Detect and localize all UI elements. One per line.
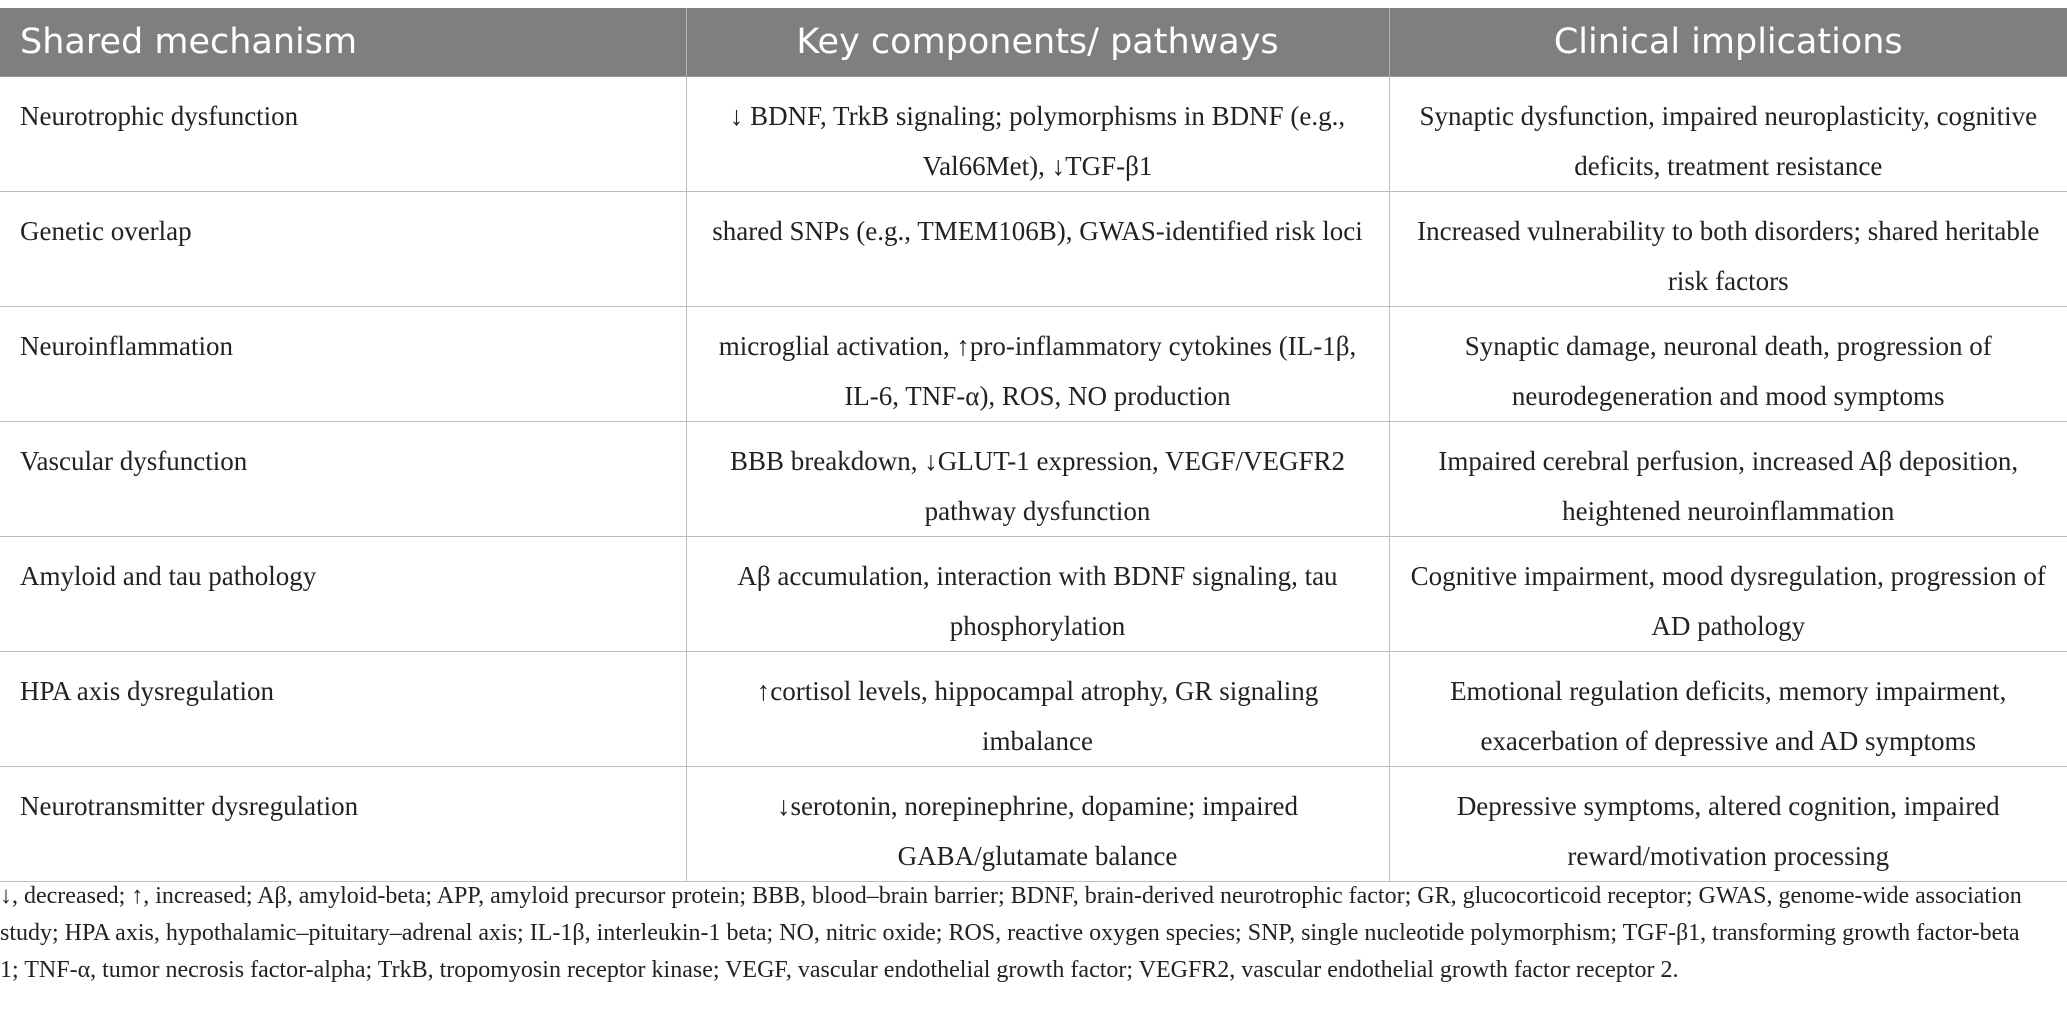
cell-implications: Cognitive impairment, mood dysregulation, progression of AD pathology bbox=[1389, 536, 2067, 651]
cell-implications: Depressive symptoms, altered cognition, impaired reward/motivation processing bbox=[1389, 766, 2067, 881]
cell-components: shared SNPs (e.g., TMEM106B), GWAS-identified risk loci bbox=[686, 191, 1389, 306]
table-row bbox=[0, 651, 2067, 766]
cell-components: ↓serotonin, norepinephrine, dopamine; impaired GABA/glutamate balance bbox=[686, 766, 1389, 881]
cell-implications: Emotional regulation deficits, memory impairment, exacerbation of depressive and AD symptoms bbox=[1389, 651, 2067, 766]
cell-implications: Increased vulnerability to both disorders; shared heritable risk factors bbox=[1389, 191, 2067, 306]
table-footnote: ↓, decreased; ↑, increased; Aβ, amyloid-beta; APP, amyloid precursor protein; BBB, blood–brain barrier; BDNF, brain-derived neurotrophic factor; GR, glucocorticoid receptor; GWAS, genome-wide association study; HPA axis, hypothalamic–pituitary–adrenal axis; IL-1β, interleukin-1 beta; NO, nitric oxide; ROS, reactive oxygen species; SNP, single nucleotide polymorphism; TGF-β1, transforming growth factor-beta 1; TNF-α, tumor necrosis factor-alpha; TrkB, tropomyosin receptor kinase; VEGF, vascular endothelial growth factor; VEGFR2, vascular endothelial growth factor receptor 2. bbox=[0, 883, 2022, 983]
mechanisms-table-container bbox=[0, 8, 2067, 882]
cell-mechanism: Genetic overlap bbox=[0, 191, 686, 306]
cell-components: BBB breakdown, ↓GLUT-1 expression, VEGF/VEGFR2 pathway dysfunction bbox=[686, 421, 1389, 536]
table-body bbox=[0, 76, 2067, 881]
cell-mechanism: Neuroinflammation bbox=[0, 306, 686, 421]
table-row bbox=[0, 421, 2067, 536]
cell-mechanism: Amyloid and tau pathology bbox=[0, 536, 686, 651]
cell-components: ↓ BDNF, TrkB signaling; polymorphisms in BDNF (e.g., Val66Met), ↓TGF-β1 bbox=[686, 76, 1389, 191]
header-key-components: Key components/ pathways bbox=[686, 8, 1389, 76]
table-header bbox=[0, 8, 2067, 76]
header-clinical-implications: Clinical implications bbox=[1389, 8, 2067, 76]
cell-mechanism: Vascular dysfunction bbox=[0, 421, 686, 536]
table-row bbox=[0, 76, 2067, 191]
header-shared-mechanism: Shared mechanism bbox=[0, 8, 686, 76]
cell-implications: Impaired cerebral perfusion, increased Aβ deposition, heightened neuroinflammation bbox=[1389, 421, 2067, 536]
cell-implications: Synaptic dysfunction, impaired neuroplasticity, cognitive deficits, treatment resistance bbox=[1389, 76, 2067, 191]
cell-implications: Synaptic damage, neuronal death, progression of neurodegeneration and mood symptoms bbox=[1389, 306, 2067, 421]
mechanisms-table bbox=[0, 8, 2067, 882]
table-row bbox=[0, 766, 2067, 881]
cell-mechanism: Neurotransmitter dysregulation bbox=[0, 766, 686, 881]
cell-components: ↑cortisol levels, hippocampal atrophy, GR signaling imbalance bbox=[686, 651, 1389, 766]
header-row bbox=[0, 8, 2067, 76]
cell-components: microglial activation, ↑pro-inflammatory cytokines (IL-1β, IL-6, TNF-α), ROS, NO production bbox=[686, 306, 1389, 421]
table-row bbox=[0, 306, 2067, 421]
table-row bbox=[0, 191, 2067, 306]
cell-mechanism: HPA axis dysregulation bbox=[0, 651, 686, 766]
cell-components: Aβ accumulation, interaction with BDNF signaling, tau phosphorylation bbox=[686, 536, 1389, 651]
cell-mechanism: Neurotrophic dysfunction bbox=[0, 76, 686, 191]
table-row bbox=[0, 536, 2067, 651]
